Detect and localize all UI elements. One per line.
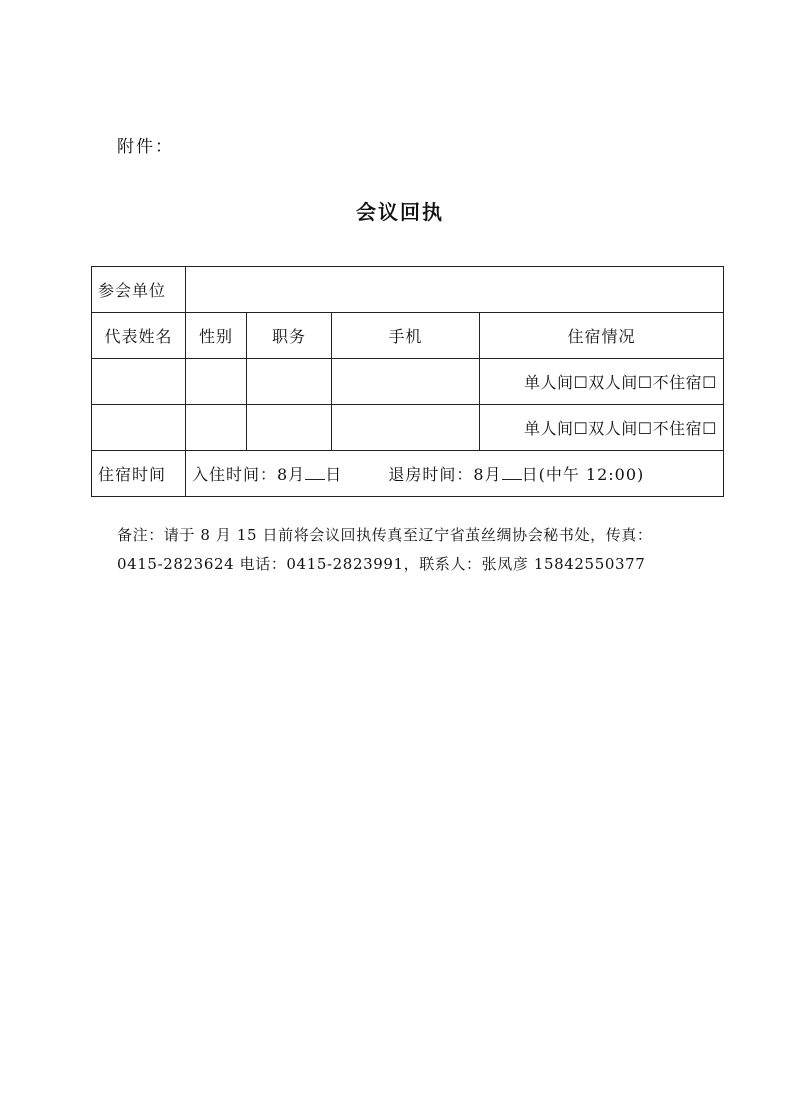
org-label: 参会单位 bbox=[92, 267, 186, 313]
name-field[interactable] bbox=[92, 359, 186, 405]
attachment-label: 附件： bbox=[117, 137, 174, 157]
remarks bbox=[117, 521, 717, 579]
remarks-line-2: 0415-2823624 电话：0415-2823991，联系人：张凤彦 15842550377 bbox=[117, 555, 646, 573]
phone-field[interactable] bbox=[332, 405, 480, 451]
checkin-time bbox=[192, 462, 342, 485]
table-row bbox=[92, 359, 724, 405]
header-phone: 手机 bbox=[332, 313, 480, 359]
header-position: 职务 bbox=[247, 313, 332, 359]
stay-label: 住宿时间 bbox=[92, 451, 186, 497]
checkout-prefix: 退房时间：8月 bbox=[388, 465, 502, 484]
gender-field[interactable] bbox=[186, 359, 247, 405]
checkout-time bbox=[388, 462, 644, 485]
phone-field[interactable] bbox=[332, 359, 480, 405]
gender-field[interactable] bbox=[186, 405, 247, 451]
stay-times bbox=[186, 451, 724, 497]
position-field[interactable] bbox=[247, 405, 332, 451]
page-title: 会议回执 bbox=[356, 200, 444, 224]
checkout-day-blank[interactable] bbox=[502, 465, 522, 480]
checkout-suffix: 日(中午 12:00) bbox=[521, 465, 645, 484]
room-options[interactable]: 单人间☐双人间☐不住宿☐ bbox=[480, 405, 724, 451]
org-field[interactable] bbox=[186, 267, 724, 313]
org-row bbox=[92, 267, 724, 313]
header-gender: 性别 bbox=[186, 313, 247, 359]
name-field[interactable] bbox=[92, 405, 186, 451]
remarks-line-1: 备注：请于 8 月 15 日前将会议回执传真至辽宁省茧丝绸协会秘书处，传真： bbox=[117, 526, 653, 544]
header-accommodation: 住宿情况 bbox=[480, 313, 724, 359]
position-field[interactable] bbox=[247, 359, 332, 405]
reply-form-table bbox=[91, 266, 724, 497]
table-row bbox=[92, 405, 724, 451]
header-name: 代表姓名 bbox=[92, 313, 186, 359]
stay-row bbox=[92, 451, 724, 497]
header-row bbox=[92, 313, 724, 359]
checkin-prefix: 入住时间：8月 bbox=[192, 465, 306, 484]
room-options[interactable]: 单人间☐双人间☐不住宿☐ bbox=[480, 359, 724, 405]
checkin-suffix: 日 bbox=[325, 465, 343, 484]
checkin-day-blank[interactable] bbox=[305, 465, 325, 480]
